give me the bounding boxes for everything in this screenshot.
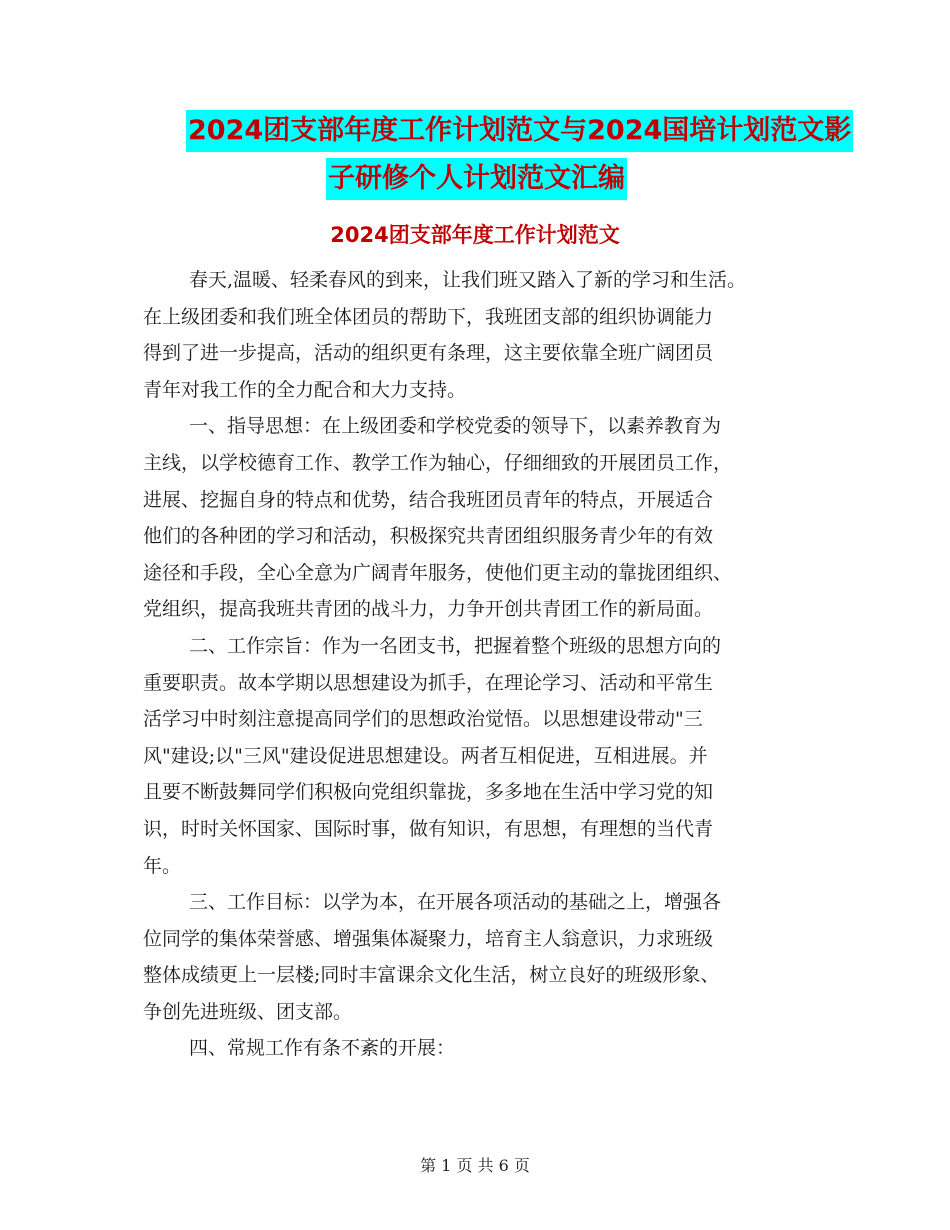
paragraph-line: 春天,温暖、轻柔春风的到来，让我们班又踏入了新的学习和生活。	[189, 269, 747, 291]
paragraph-line: 整体成绩更上一层楼;同时丰富课余文化生活，树立良好的班级形象、	[143, 964, 720, 987]
paragraph-line: 进展、挖掘自身的特点和优势，结合我班团员青年的特点，开展适合	[143, 488, 714, 511]
title-line-2: 子研修个人计划范文汇编	[326, 158, 627, 200]
body-text	[143, 262, 843, 1067]
paragraph-line: 识，时时关怀国家、国际时事，做有知识，有思想，有理想的当代青	[143, 817, 714, 840]
paragraph-line: 四、常规工作有条不紊的开展：	[189, 1037, 456, 1060]
paragraph-line: 主线，以学校德育工作、教学工作为轴心，仔细细致的开展团员工作，	[143, 451, 733, 474]
paragraph-line: 风"建设;以"三风"建设促进思想建设。两者互相促进，互相进展。并	[143, 744, 708, 767]
paragraph-line: 重要职责。故本学期以思想建设为抓手，在理论学习、活动和平常生	[143, 671, 714, 694]
page-footer: 第 1 页 共 6 页	[420, 1156, 530, 1175]
paragraph-line: 得到了进一步提高，活动的组织更有条理，这主要依靠全班广阔团员	[143, 342, 714, 365]
paragraph-line: 活学习中时刻注意提高同学们的思想政治觉悟。以思想建设带动"三	[143, 708, 703, 731]
paragraph-line: 位同学的集体荣誉感、增强集体凝聚力，培育主人翁意识，力求班级	[143, 927, 714, 950]
title-line-1: 2024团支部年度工作计划范文与2024国培计划范文影	[186, 110, 853, 152]
paragraph-line: 一、指导思想：在上级团委和学校党委的领导下，以素养教育为	[189, 415, 722, 438]
paragraph-line: 途径和手段，全心全意为广阔青年服务，使他们更主动的靠拢团组织、	[143, 561, 733, 584]
paragraph-line: 年。	[143, 854, 182, 877]
paragraph-line: 二、工作宗旨：作为一名团支书，把握着整个班级的思想方向的	[189, 634, 722, 657]
section-subtitle: 2024团支部年度工作计划范文	[330, 223, 620, 247]
paragraph-line: 三、工作目标：以学为本，在开展各项活动的基础之上，增强各	[189, 891, 722, 914]
paragraph-line: 且要不断鼓舞同学们积极向党组织靠拢，多多地在生活中学习党的知	[143, 781, 714, 804]
paragraph-line: 他们的各种团的学习和活动，积极探究共青团组织服务青少年的有效	[143, 525, 714, 548]
paragraph-line: 党组织，提高我班共青团的战斗力，力争开创共青团工作的新局面。	[143, 598, 714, 621]
paragraph-line: 争创先进班级、团支部。	[143, 1000, 353, 1023]
paragraph-line: 青年对我工作的全力配合和大力支持。	[143, 378, 467, 401]
paragraph-line: 在上级团委和我们班全体团员的帮助下，我班团支部的组织协调能力	[143, 305, 714, 328]
